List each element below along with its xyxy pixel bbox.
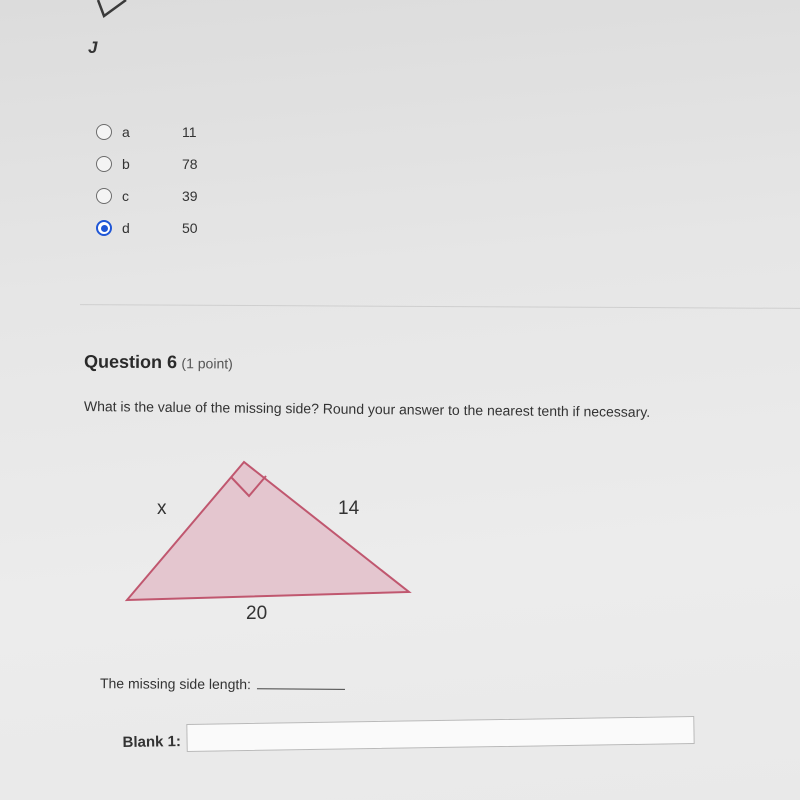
section-divider <box>80 304 800 309</box>
option-letter: b <box>122 156 130 172</box>
previous-figure-fragment <box>60 0 180 70</box>
option-value: 39 <box>182 188 198 204</box>
option-b[interactable] <box>96 148 198 180</box>
blank-1-input[interactable] <box>187 716 695 752</box>
answer-options <box>96 116 198 244</box>
answer-underline <box>257 688 345 690</box>
blank-1-label: Blank 1: <box>122 732 182 751</box>
side-label-14: 14 <box>338 498 360 519</box>
question-points: (1 point) <box>181 355 233 372</box>
option-letter: c <box>122 188 129 204</box>
option-letter: a <box>122 124 130 140</box>
option-value: 50 <box>182 220 198 236</box>
missing-side-label: The missing side length: <box>99 675 252 693</box>
blank-1-row <box>122 696 695 753</box>
radio-button[interactable] <box>96 156 112 172</box>
side-label-x: x <box>157 498 167 519</box>
side-label-20: 20 <box>246 603 268 624</box>
option-c[interactable] <box>96 180 198 212</box>
radio-button-selected[interactable] <box>96 220 112 236</box>
option-letter: d <box>122 220 130 236</box>
right-triangle-figure <box>110 450 420 610</box>
missing-side-line <box>100 675 345 693</box>
question-header <box>84 351 233 373</box>
question-prompt: What is the value of the missing side? Round your answer to the nearest tenth if necessary. <box>83 398 651 420</box>
radio-button[interactable] <box>96 188 112 204</box>
option-value: 78 <box>182 156 198 172</box>
option-value: 11 <box>182 124 197 140</box>
option-d[interactable] <box>96 212 198 244</box>
question-title: Question 6 <box>83 351 178 373</box>
option-a[interactable] <box>96 116 198 148</box>
triangle-shape <box>127 462 409 600</box>
vertex-label-j: J <box>88 38 98 57</box>
radio-button[interactable] <box>96 124 112 140</box>
